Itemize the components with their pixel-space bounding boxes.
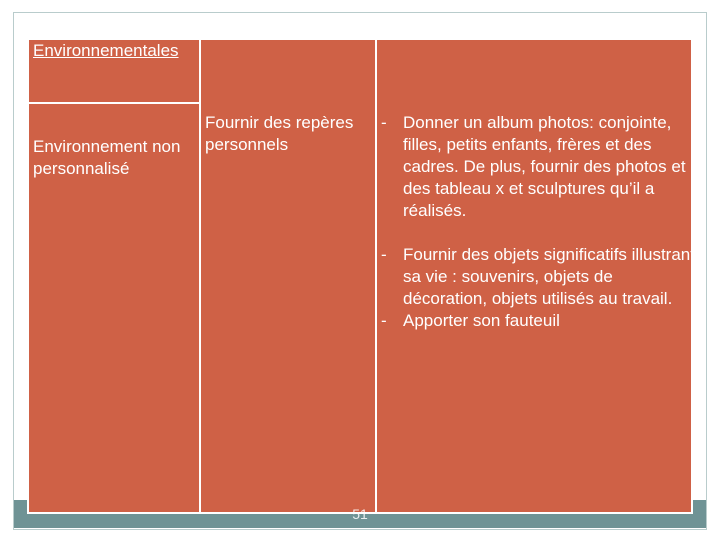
objective-cell: Fournir des repères personnels: [205, 113, 354, 154]
header-category-cell: Environnementales: [33, 41, 179, 60]
bullet-dash: -: [381, 311, 387, 330]
list-item: [381, 310, 699, 332]
content-table: [27, 38, 693, 514]
column-divider-1: [199, 40, 201, 512]
page-number: 51: [352, 506, 368, 522]
header-row-divider: [29, 102, 201, 104]
bullet-dash: -: [381, 113, 387, 132]
list-item: [381, 244, 699, 310]
bullet-dash: -: [381, 245, 387, 264]
action-text: Donner un album photos: conjointe, filles, petits enfants, frères et des cadres. De plus, fournir des photos et des tableau x et sculptures qu’il a réalisés.: [403, 113, 686, 220]
column-divider-2: [375, 40, 377, 512]
action-text: Apporter son fauteuil: [403, 311, 560, 330]
list-item: [381, 112, 699, 222]
actions-list: [381, 112, 699, 332]
action-text: Fournir des objets significatifs illustrant sa vie : souvenirs, objets de décoration, objets utilisés au travail.: [403, 245, 695, 308]
context-cell: Environnement non personnalisé: [33, 137, 181, 178]
